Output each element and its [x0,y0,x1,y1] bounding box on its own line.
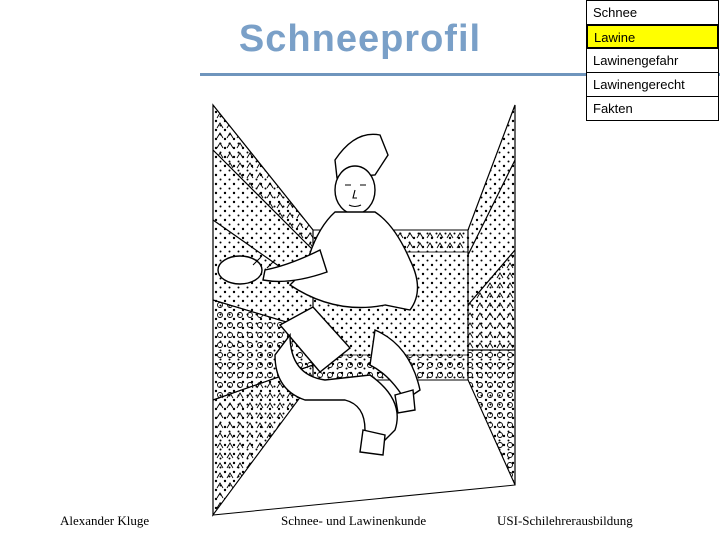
nav-item-fakten[interactable]: Fakten [586,96,719,121]
side-navigation [586,0,719,120]
footer-course: Schnee- und Lawinenkunde [281,513,427,528]
nav-item-lawinengefahr[interactable]: Lawinengefahr [586,48,719,73]
nav-item-lawine[interactable]: Lawine [586,24,719,49]
page-title: Schneeprofil [238,18,482,60]
nav-item-lawinengerecht[interactable]: Lawinengerecht [586,72,719,97]
nav-item-schnee[interactable]: Schnee [586,0,719,25]
snow-profile-illustration [195,100,535,520]
footer-author: Alexander Kluge [60,513,150,528]
footer-program: USI-Schilehrerausbildung [497,513,633,528]
